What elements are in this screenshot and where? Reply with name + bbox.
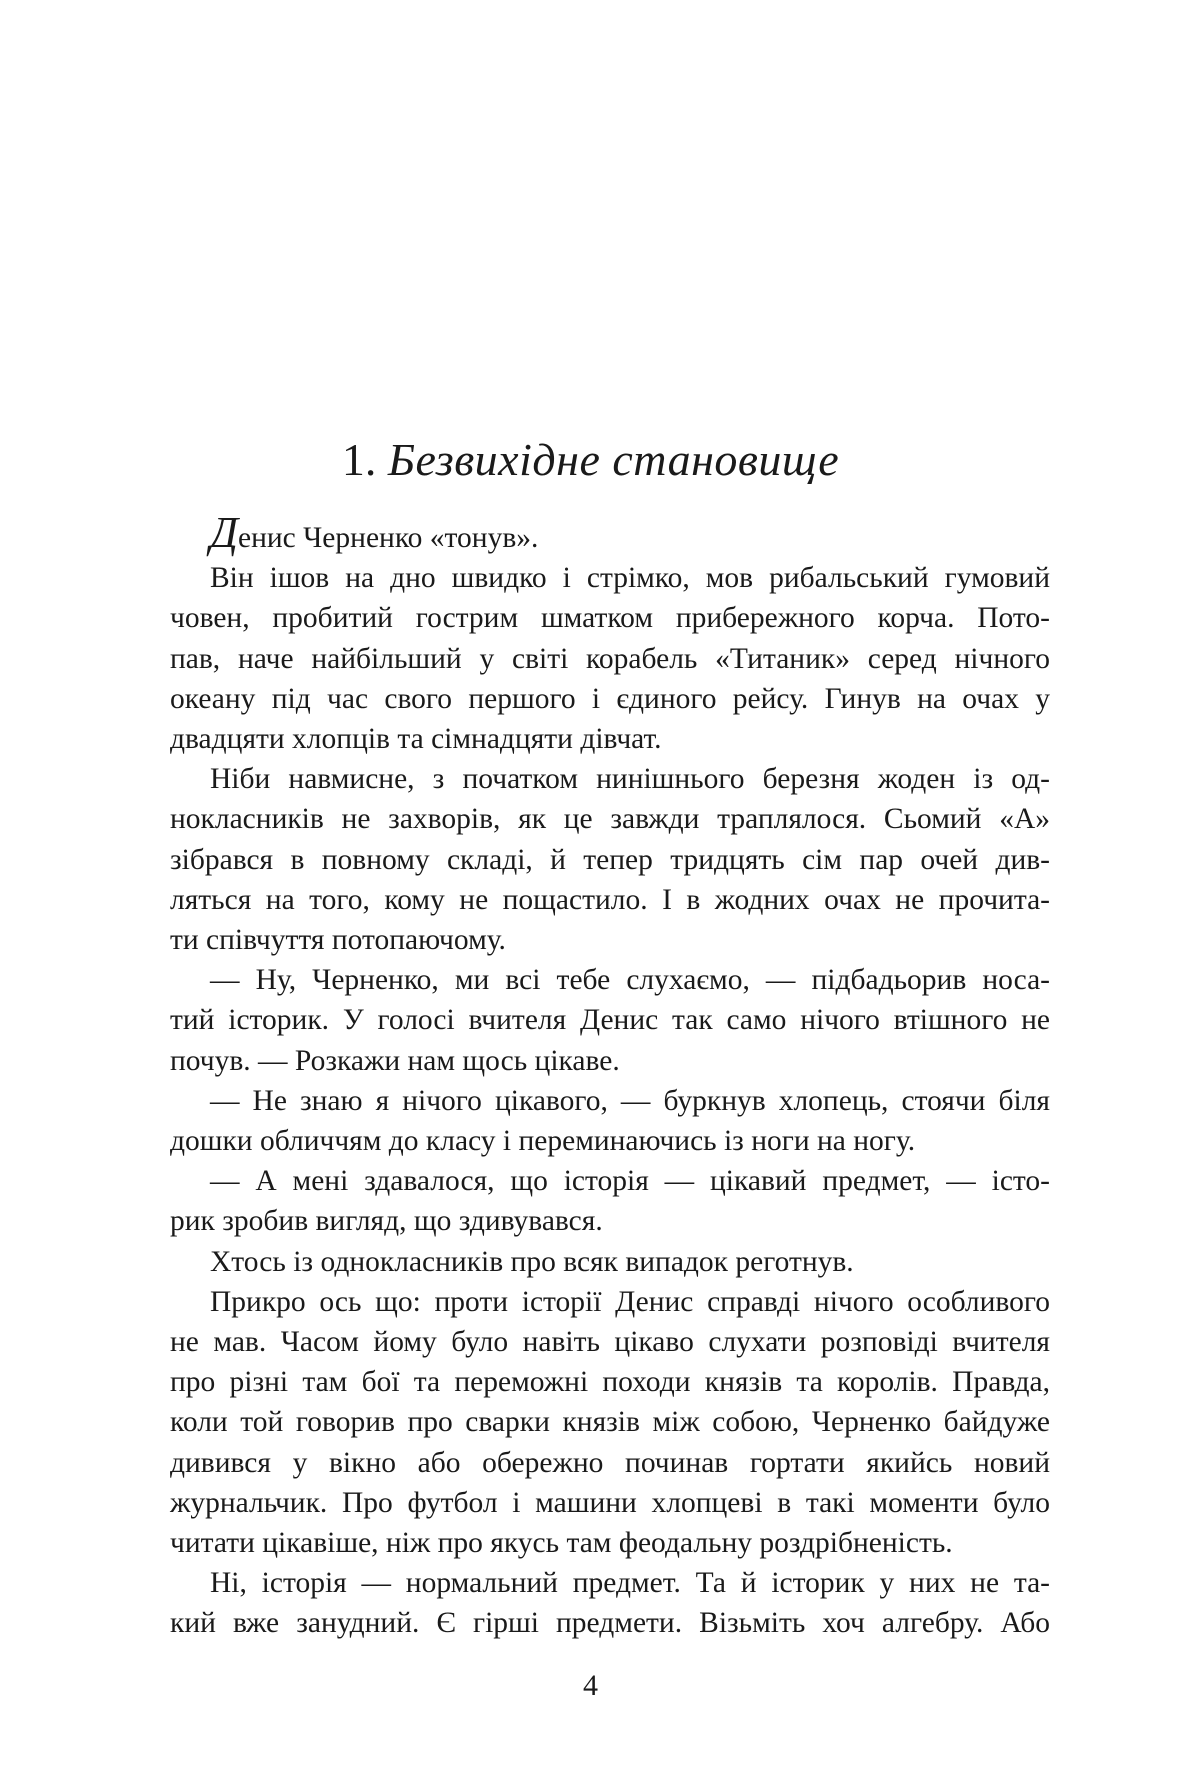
text-line: дивився у вікно або обережно починав гортати якийсь новий <box>170 1446 1050 1479</box>
text-line: океану під час свого першого і єдиного рейсу. Гинув на очах у <box>170 682 1050 715</box>
text-line: Денис Черненко «тонув». <box>210 508 539 557</box>
drop-cap: Д <box>210 508 238 557</box>
paragraph <box>170 960 1050 1081</box>
chapter-name: Безвихідне становище <box>387 434 840 485</box>
text-line: нокласників не захворів, як це завжди траплялося. Сьомий «А» <box>170 803 1050 836</box>
text-line: Ні, історія — нормальний предмет. Та й історик у них не та- <box>210 1567 1050 1600</box>
text-line: Ніби навмисне, з початком нинішнього березня жоден із од- <box>210 763 1050 796</box>
chapter-number: 1. <box>341 434 377 485</box>
text-line: кий вже занудний. Є гірші предмети. Візьміть хоч алгебру. Або <box>170 1607 1050 1640</box>
text-line: рик зробив вигляд, що здивувався. <box>170 1205 603 1238</box>
paragraph <box>170 1563 1050 1643</box>
text-line: Прикро ось що: проти історії Денис справді нічого особливого <box>210 1285 1050 1318</box>
text-line: Він ішов на дно швидко і стрімко, мов рибальський гумовий <box>210 562 1050 595</box>
paragraph <box>170 508 1050 558</box>
text-line: зібрався в повному складі, й тепер тридцять сім пар очей див- <box>170 843 1050 876</box>
paragraph <box>170 1081 1050 1161</box>
text-line: журнальчик. Про футбол і машини хлопцеві в такі моменти було <box>170 1486 1050 1519</box>
text-line: коли той говорив про сварки князів між собою, Черненко байдуже <box>170 1406 1050 1439</box>
text-line: тий історик. У голосі вчителя Денис так само нічого втішного не <box>170 1004 1050 1037</box>
page-number: 4 <box>583 1669 598 1702</box>
paragraph <box>170 759 1050 960</box>
text-line: дошки обличчям до класу і переминаючись із ноги на ногу. <box>170 1125 916 1158</box>
text-line: двадцяти хлопців та сімнадцяти дівчат. <box>170 723 662 756</box>
text-line: про різні там бої та переможні походи князів та королів. Правда, <box>170 1366 1050 1399</box>
text-line: ти співчуття потопаючому. <box>170 924 506 957</box>
text-line: — А мені здавалося, що історія — цікавий предмет, — істо- <box>210 1165 1050 1198</box>
text-line: ляться на того, кому не пощастило. І в жодних очах не прочита- <box>170 883 1050 916</box>
text-line: пав, наче найбільший у світі корабель «Титаник» серед нічного <box>170 642 1050 675</box>
paragraph <box>170 1242 1050 1282</box>
text-line: — Не знаю я нічого цікавого, — буркнув хлопець, стоячи біля <box>210 1084 1050 1117</box>
text-line: не мав. Часом йому було навіть цікаво слухати розповіді вчителя <box>170 1326 1050 1359</box>
paragraph <box>170 558 1050 759</box>
paragraph <box>170 1282 1050 1563</box>
paragraph <box>170 1161 1050 1241</box>
text-line: читати цікавіше, ніж про якусь там феодальну роздрібненість. <box>170 1527 953 1560</box>
text-line: почув. — Розкажи нам щось цікаве. <box>170 1044 620 1077</box>
text-line: — Ну, Черненко, ми всі тебе слухаємо, — підбадьорив носа- <box>210 964 1050 997</box>
chapter-title <box>0 432 1181 488</box>
text-line: човен, пробитий гострим шматком прибережного корча. Пото- <box>170 602 1050 635</box>
text-line: Хтось із однокласників про всяк випадок реготнув. <box>210 1245 854 1278</box>
chapter-body <box>170 508 1050 1644</box>
